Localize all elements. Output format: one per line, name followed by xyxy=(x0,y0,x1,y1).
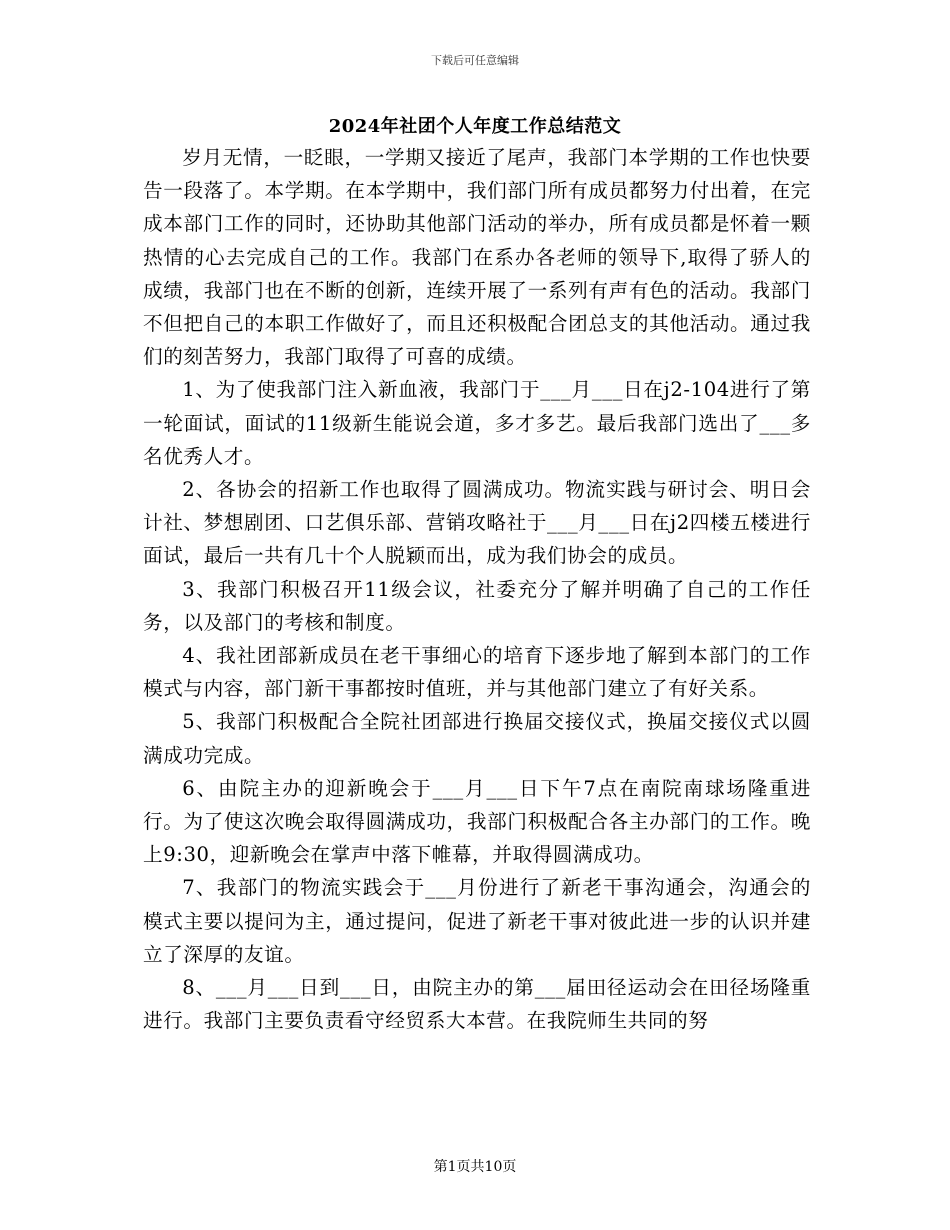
paragraph-item-1: 1、为了使我部门注入新血液，我部门于___月___日在j2-104进行了第一轮面试，面试的11级新生能说会道，多才多艺。最后我部门选出了___多名优秀人才。 xyxy=(143,378,811,468)
paragraph-item-5: 5、我部门积极配合全院社团部进行换届交接仪式，换届交接仪式以圆满成功完成。 xyxy=(143,710,811,767)
document-body xyxy=(143,141,811,1037)
paragraph-item-3: 3、我部门积极召开11级会议，社委充分了解并明确了自己的工作任务，以及部门的考核和制度。 xyxy=(143,577,811,634)
page-footer: 第1页共10页 xyxy=(433,1159,517,1175)
paragraph-item-7: 7、我部门的物流实践会于___月份进行了新老干事沟通会，沟通会的模式主要以提问为主，通过提问，促进了新老干事对彼此进一步的认识并建立了深厚的友谊。 xyxy=(143,876,811,966)
paragraph-intro: 岁月无情，一眨眼，一学期又接近了尾声，我部门本学期的工作也快要告一段落了。本学期。在本学期中，我们部门所有成员都努力付出着，在完成本部门工作的同时，还协助其他部门活动的举办，所有成员都是怀着一颗热情的心去完成自己的工作。我部门在系办各老师的领导下,取得了骄人的成绩，我部门也在不断的创新，连续开展了一系列有声有色的活动。我部门不但把自己的本职工作做好了，而且还积极配合团总支的其他活动。通过我们的刻苦努力，我部门取得了可喜的成绩。 xyxy=(143,146,811,369)
paragraph-item-8: 8、___月___日到___日，由院主办的第___届田径运动会在田径场隆重进行。我部门主要负责看守经贸系大本营。在我院师生共同的努 xyxy=(143,976,811,1033)
header-note: 下载后可任意编辑 xyxy=(431,54,519,67)
paragraph-item-2: 2、各协会的招新工作也取得了圆满成功。物流实践与研讨会、明日会计社、梦想剧团、口艺俱乐部、营销攻略社于___月___日在j2四楼五楼进行面试，最后一共有几十个人脱颖而出，成为我们协会的成员。 xyxy=(143,478,811,568)
document-title: 2024年社团个人年度工作总结范文 xyxy=(328,116,622,137)
paragraph-item-6: 6、由院主办的迎新晚会于___月___日下午7点在南院南球场隆重进行。为了使这次晚会取得圆满成功，我部门积极配合各主办部门的工作。晚上9:30，迎新晚会在掌声中落下帷幕，并取得圆满成功。 xyxy=(143,776,811,867)
paragraph-item-4: 4、我社团部新成员在老干事细心的培育下逐步地了解到本部门的工作模式与内容，部门新干事都按时值班，并与其他部门建立了有好关系。 xyxy=(143,644,811,701)
